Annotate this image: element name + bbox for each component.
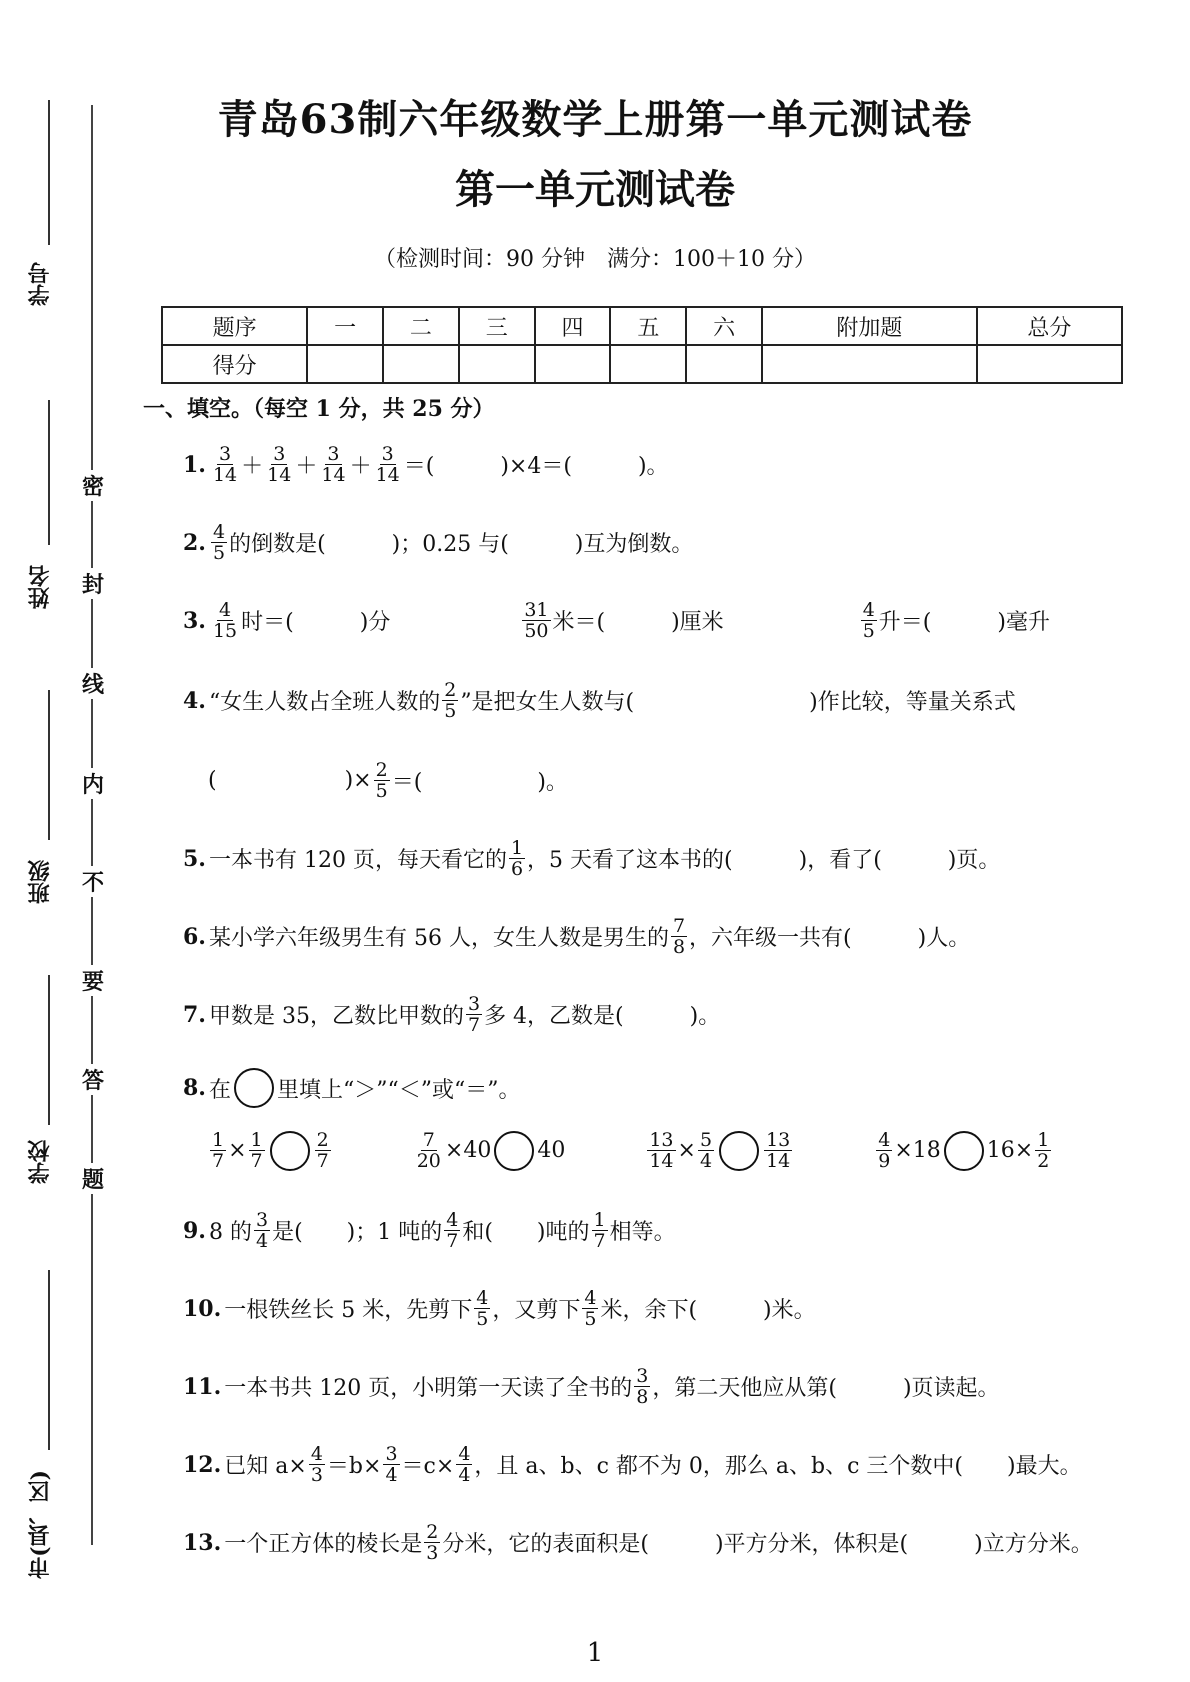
question-9	[183, 1210, 676, 1251]
question-text: ，5 天看了这本书的( )，看了( )页。	[527, 848, 1001, 873]
score-table-header-row	[162, 307, 1122, 345]
question-number: 11.	[183, 1373, 222, 1400]
question-text: ＝c×	[401, 1454, 455, 1479]
score-header-cell: 六	[686, 307, 762, 345]
question-1	[183, 444, 669, 485]
binding-line-2	[48, 400, 50, 545]
question-text: 分米，它的表面积是( )平方分米，体积是( )立方分米。	[442, 1532, 1093, 1557]
city-label: 市(县、区)	[27, 1470, 53, 1579]
score-cell[interactable]	[459, 345, 535, 383]
question-8	[183, 1068, 520, 1108]
answer-circle[interactable]	[494, 1131, 534, 1171]
question-text: 已知 a×	[224, 1454, 307, 1479]
seal-char: 密	[82, 470, 104, 501]
seal-char: 线	[82, 668, 104, 699]
fraction: $\frac{3}{14}$	[212, 443, 238, 486]
question-text: ，六年级一共有( )人。	[689, 926, 971, 951]
question-number: 8.	[183, 1075, 206, 1101]
seal-line	[91, 105, 93, 1545]
fraction: $\frac{1}{7}$	[212, 1129, 225, 1172]
score-header-cell: 三	[459, 307, 535, 345]
fraction: $\frac{4}{4}$	[458, 1443, 471, 1486]
answer-circle[interactable]	[944, 1131, 984, 1171]
question-text: 米，余下( )米。	[600, 1298, 816, 1323]
score-row-label: 得分	[162, 345, 307, 383]
fraction: $\frac{4}{5}$	[212, 521, 226, 564]
section-heading: 一、填空。（每空 1 分，共 25 分）	[143, 396, 495, 422]
question-text: ，第二天他应从第( )页读起。	[652, 1376, 1000, 1401]
blank-circle-icon	[234, 1068, 274, 1108]
question-number: 9.	[183, 1217, 206, 1244]
fraction: $\frac{4}{5}$	[584, 1287, 597, 1330]
question-8-comparisons	[208, 1130, 1053, 1171]
question-number: 6.	[183, 923, 206, 950]
page-subtitle: 第一单元测试卷	[455, 166, 735, 213]
question-text: 时＝( )分	[241, 610, 391, 635]
fraction: $\frac{4}{7}$	[446, 1209, 459, 1252]
answer-circle[interactable]	[270, 1131, 310, 1171]
question-text: 40	[537, 1138, 566, 1163]
score-header-cell: 四	[535, 307, 611, 345]
fraction: $\frac{1}{6}$	[510, 837, 524, 880]
fraction: $\frac{7}{8}$	[672, 915, 686, 958]
student-id-label: 学号	[27, 262, 53, 306]
binding-line-5	[48, 1270, 50, 1450]
question-text: 里填上“＞”“＜”或“＝”。	[276, 1077, 521, 1103]
score-header-cell: 二	[383, 307, 459, 345]
seal-char: 要	[82, 965, 104, 996]
question-text: ×	[677, 1138, 696, 1163]
fraction: $\frac{3}{7}$	[467, 993, 481, 1036]
question-text: 是( )；1 吨的	[272, 1220, 443, 1245]
fraction: $\frac{3}{14}$	[321, 443, 346, 486]
fraction: $\frac{7}{20}$	[416, 1129, 441, 1172]
question-text: ＝(	[391, 770, 423, 795]
question-text: ＝b×	[326, 1454, 382, 1479]
question-text: 相等。	[609, 1220, 676, 1245]
plus-sign: ＋	[241, 454, 264, 479]
question-text: ×40	[444, 1138, 492, 1163]
fraction: $\frac{3}{14}$	[375, 443, 400, 486]
question-text: 某小学六年级男生有 56 人，女生人数是男生的	[208, 926, 669, 951]
fraction: $\frac{3}{8}$	[636, 1365, 649, 1408]
question-text: 的倒数是( )；0.25 与( )互为倒数。	[229, 532, 694, 557]
seal-char: 题	[82, 1163, 104, 1194]
seal-char: 内	[82, 768, 104, 799]
fraction: $\frac{1}{2}$	[1037, 1129, 1050, 1172]
question-text: “女生人数占全班人数的	[208, 690, 441, 715]
question-10	[183, 1288, 816, 1329]
question-text: )×	[344, 768, 372, 793]
question-text: 一个正方体的棱长是	[224, 1532, 423, 1557]
question-text: 8 的	[208, 1220, 252, 1245]
question-number: 10.	[183, 1295, 222, 1322]
fraction: $\frac{13}{14}$	[766, 1129, 791, 1172]
fraction: $\frac{4}{5}$	[476, 1287, 489, 1330]
seal-char: 封	[82, 568, 104, 599]
question-text: )。	[537, 770, 568, 795]
score-cell[interactable]	[383, 345, 459, 383]
question-text: 米＝( )厘米	[552, 610, 724, 635]
question-number: 2.	[183, 529, 206, 556]
score-cell[interactable]	[610, 345, 686, 383]
score-header-cell: 一	[307, 307, 383, 345]
fraction: $\frac{13}{14}$	[649, 1129, 674, 1172]
score-header-cell: 附加题	[762, 307, 977, 345]
question-text: ×	[228, 1138, 247, 1163]
seal-char: 答	[82, 1064, 104, 1095]
question-4-line-2	[208, 760, 568, 801]
question-12	[183, 1444, 1082, 1485]
plus-sign: ＋	[295, 454, 318, 479]
question-text: 甲数是 35，乙数比甲数的	[208, 1004, 464, 1029]
score-header-cell: 题序	[162, 307, 307, 345]
fraction: $\frac{4}{3}$	[310, 1443, 323, 1486]
question-number: 1.	[183, 451, 206, 478]
question-number: 7.	[183, 1001, 206, 1028]
binding-line-3	[48, 690, 50, 840]
fraction: $\frac{3}{4}$	[255, 1209, 269, 1252]
question-3	[183, 600, 1050, 641]
fraction: $\frac{2}{3}$	[426, 1521, 439, 1564]
question-number: 13.	[183, 1529, 222, 1556]
page-number: 1	[586, 1638, 604, 1668]
question-text: 和( )吨的	[462, 1220, 590, 1245]
score-cell[interactable]	[535, 345, 611, 383]
fraction: $\frac{1}{7}$	[250, 1129, 263, 1172]
fraction: $\frac{2}{7}$	[316, 1129, 329, 1172]
question-7	[183, 994, 720, 1035]
question-text: 16×	[986, 1138, 1034, 1163]
question-text: ×18	[894, 1138, 941, 1163]
question-text: ，且 a、b、c 都不为 0，那么 a、b、c 三个数中( )最大。	[474, 1454, 1082, 1479]
question-13	[183, 1522, 1093, 1563]
question-number: 5.	[183, 845, 206, 872]
score-table-row	[162, 345, 1122, 383]
question-text: 在	[208, 1077, 231, 1103]
score-header-cell: 五	[610, 307, 686, 345]
question-text: (	[208, 768, 217, 793]
question-11	[183, 1366, 1000, 1407]
school-label: 学校	[27, 1140, 53, 1184]
question-text: ”是把女生人数与(	[460, 690, 635, 715]
score-header-cell: 总分	[977, 307, 1122, 345]
fraction: $\frac{3}{14}$	[267, 443, 292, 486]
name-label: 姓名	[27, 565, 53, 609]
score-cell[interactable]	[762, 345, 977, 383]
answer-circle[interactable]	[719, 1131, 759, 1171]
fraction: $\frac{2}{5}$	[444, 679, 457, 722]
question-text: 升＝( )毫升	[878, 610, 1050, 635]
fraction: $\frac{4}{5}$	[862, 599, 875, 642]
fraction: $\frac{31}{50}$	[524, 599, 549, 642]
page-title: 青岛63制六年级数学上册第一单元测试卷	[217, 96, 973, 143]
score-cell[interactable]	[307, 345, 383, 383]
question-text: 一本书共 120 页，小明第一天读了全书的	[224, 1376, 633, 1401]
fraction: $\frac{2}{5}$	[375, 759, 388, 802]
class-label: 班级	[27, 860, 53, 904]
fraction: $\frac{1}{7}$	[593, 1209, 606, 1252]
question-5	[183, 838, 1000, 879]
question-4	[183, 680, 1016, 721]
fraction: $\frac{5}{4}$	[699, 1129, 713, 1172]
question-6	[183, 916, 970, 957]
question-number: 4.	[183, 687, 206, 714]
question-text: ，又剪下	[492, 1298, 581, 1323]
question-text: )作比较，等量关系式	[809, 690, 1016, 715]
score-table	[161, 306, 1123, 384]
question-text: 一根铁丝长 5 米，先剪下	[224, 1298, 473, 1323]
score-cell[interactable]	[977, 345, 1122, 383]
fraction: $\frac{4}{15}$	[212, 599, 238, 642]
question-text: 多 4，乙数是( )。	[484, 1004, 721, 1029]
fraction: $\frac{3}{4}$	[385, 1443, 398, 1486]
question-text: ＝( )×4＝( )。	[403, 454, 669, 479]
score-cell[interactable]	[686, 345, 762, 383]
exam-meta: （检测时间：90 分钟 满分：100＋10 分）	[374, 247, 816, 272]
question-text: 一本书有 120 页，每天看它的	[208, 848, 507, 873]
fraction: $\frac{4}{9}$	[878, 1129, 891, 1172]
binding-line-4	[48, 975, 50, 1125]
question-number: 3.	[183, 607, 206, 634]
question-number: 12.	[183, 1451, 222, 1478]
seal-char: 不	[82, 866, 104, 897]
question-2	[183, 522, 693, 563]
plus-sign: ＋	[349, 454, 372, 479]
